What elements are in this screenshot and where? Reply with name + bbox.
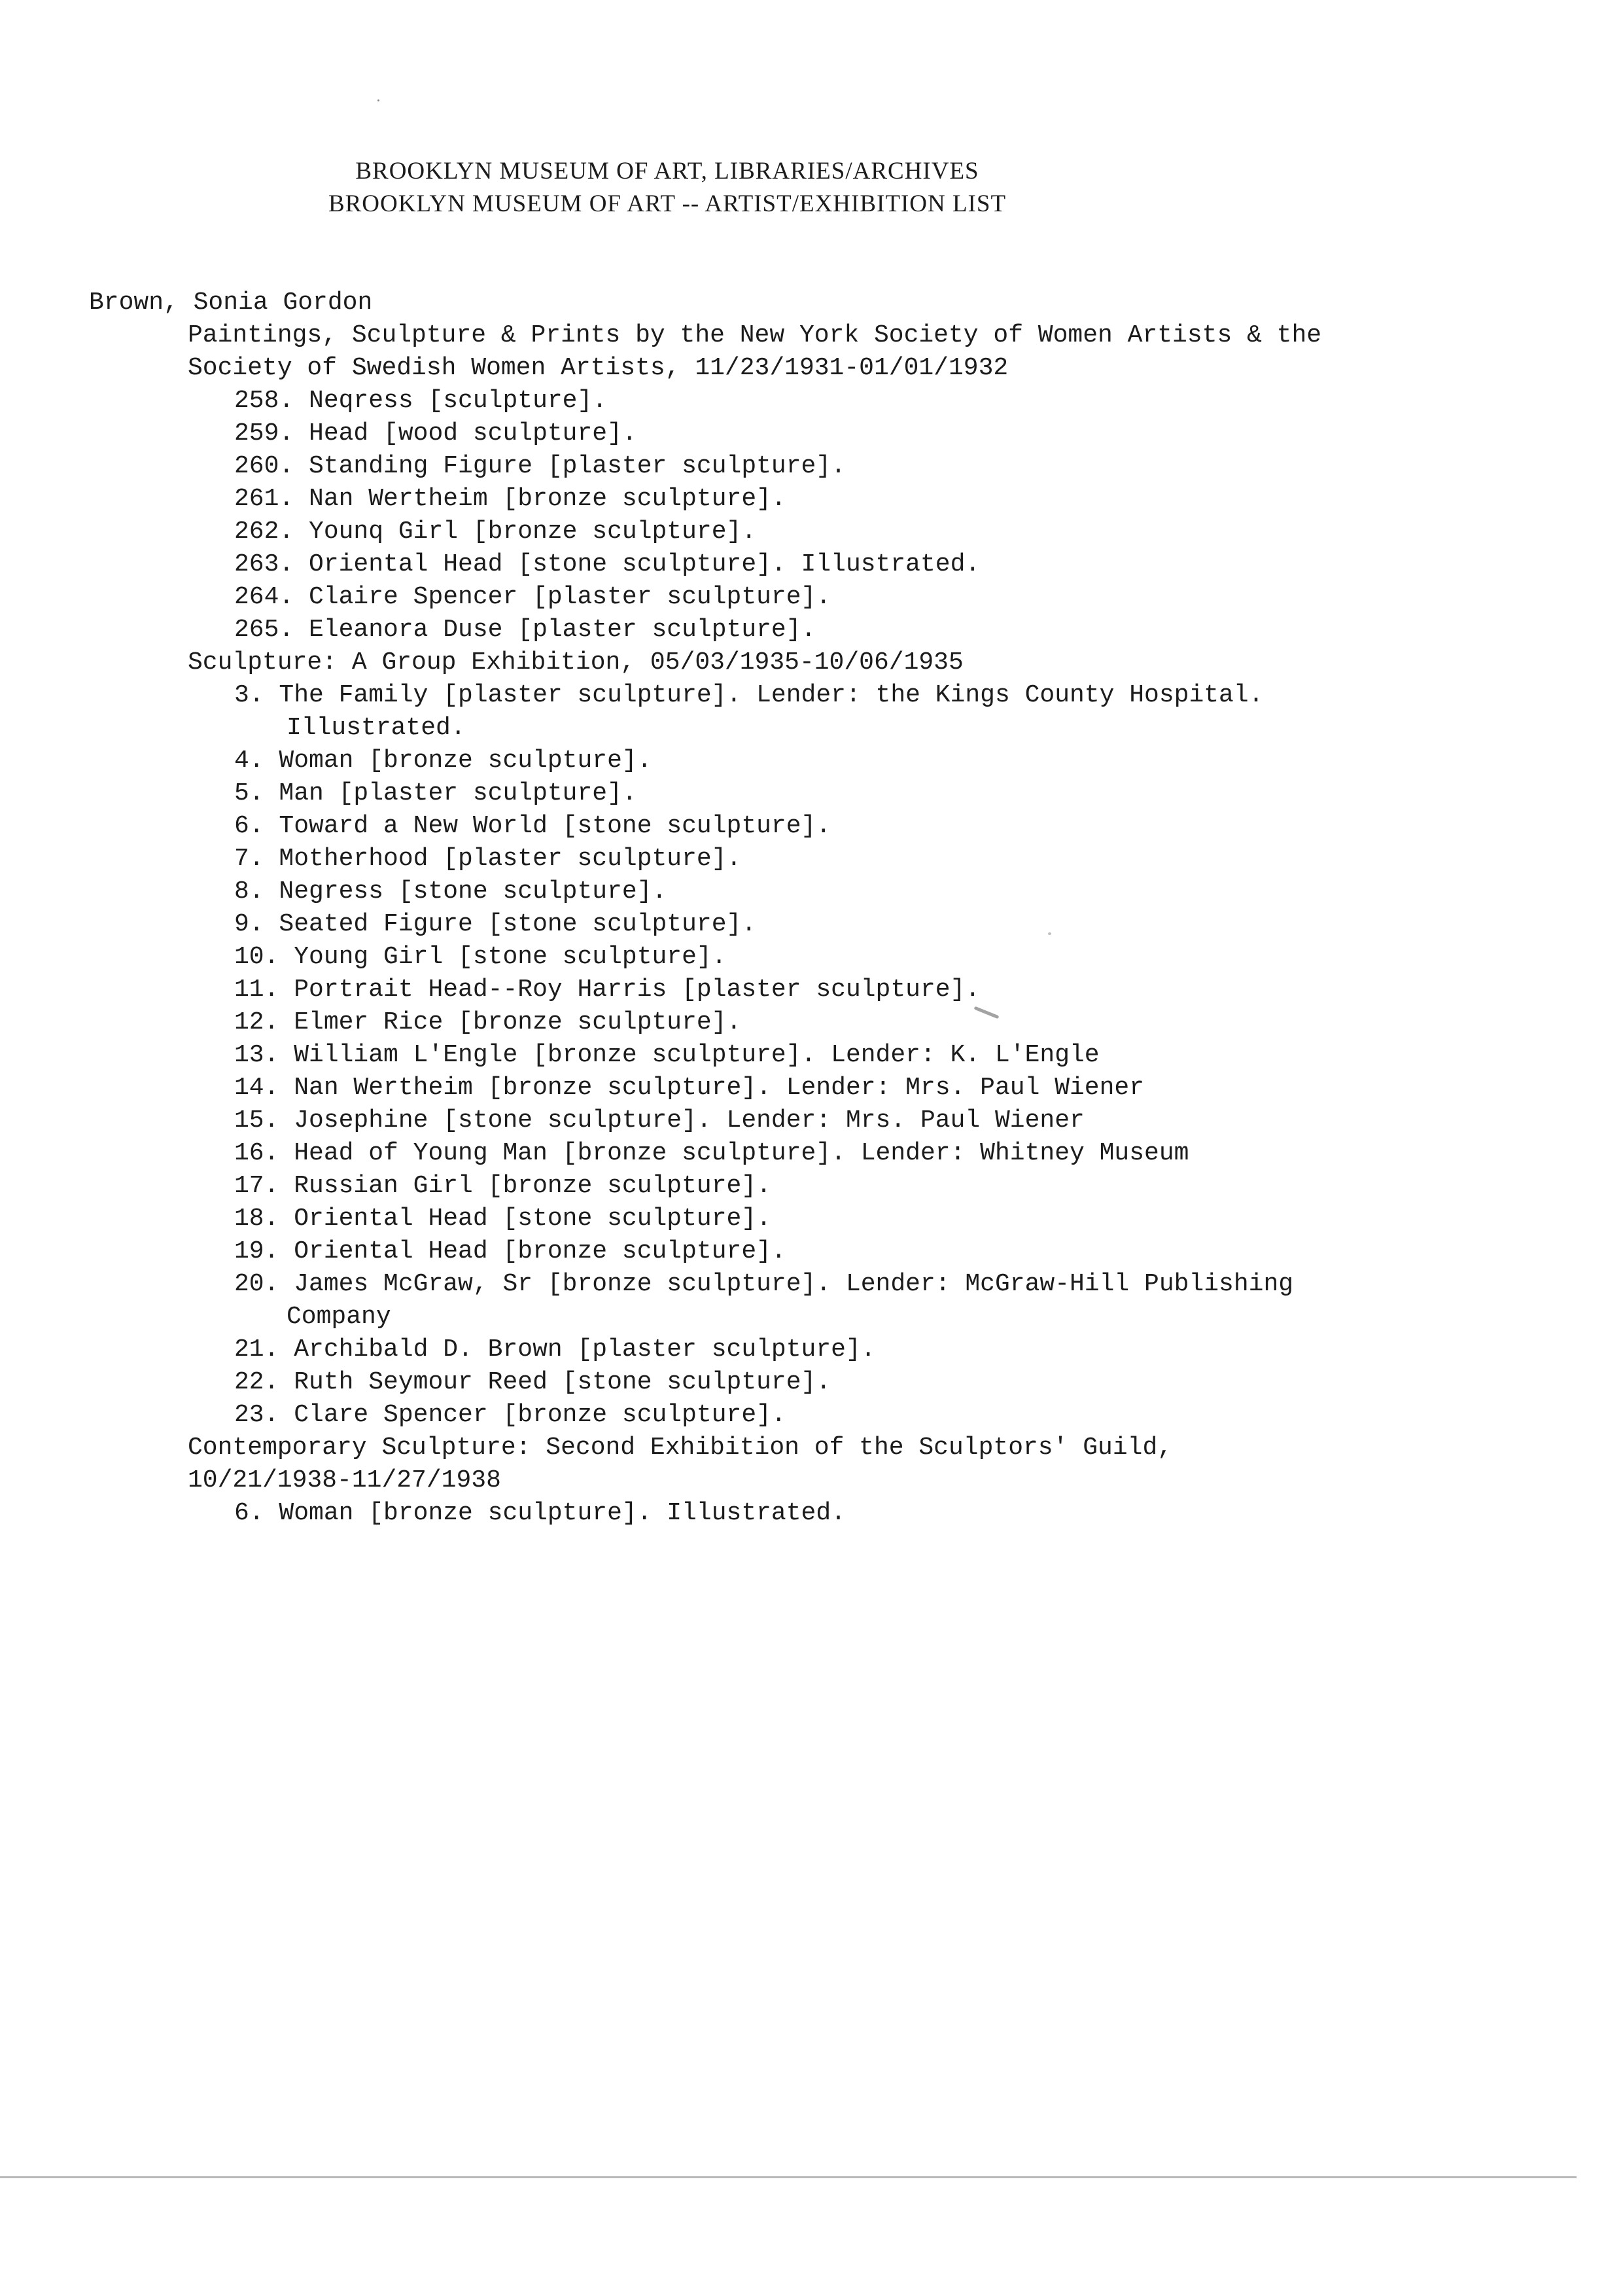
catalog-item: 263. Oriental Head [stone sculpture]. Illustrated. [234,550,981,578]
exhibition-entry [89,1432,1554,1530]
exhibition-title: 10/21/1938-11/27/1938 [188,1466,501,1494]
catalog-item: 13. William L'Engle [bronze sculpture]. Lender: K. L'Engle [234,1041,1100,1069]
catalog-item: 14. Nan Wertheim [bronze sculpture]. Lender: Mrs. Paul Wiener [234,1074,1145,1102]
catalog-item: 7. Motherhood [plaster sculpture]. [234,845,742,873]
exhibition-title: Society of Swedish Women Artists, 11/23/1931-01/01/1932 [188,354,1009,382]
artist-name: Brown, Sonia Gordon [89,289,373,317]
header-institution: BROOKLYN MUSEUM OF ART, LIBRARIES/ARCHIVES [355,158,979,185]
catalog-item: 22. Ruth Seymour Reed [stone sculpture]. [234,1368,831,1396]
catalog-item: 10. Young Girl [stone sculpture]. [234,943,727,971]
catalog-item: 19. Oriental Head [bronze sculpture]. [234,1237,786,1265]
catalog-item: 21. Archibald D. Brown [plaster sculpture]. [234,1335,876,1364]
catalog-item: 3. The Family [plaster sculpture]. Lender: the Kings County Hospital. [234,681,1264,709]
catalog-item: 17. Russian Girl [bronze sculpture]. [234,1172,771,1200]
catalog-item: 15. Josephine [stone sculpture]. Lender: Mrs. Paul Wiener [234,1106,1085,1135]
catalog-item: 258. Neqress [sculpture]. [234,387,608,415]
header-list-title: BROOKLYN MUSEUM OF ART -- ARTIST/EXHIBITION LIST [328,190,1007,217]
catalog-item: 9. Seated Figure [stone sculpture]. [234,910,757,938]
catalog-item: 4. Woman [bronze sculpture]. [234,747,652,775]
exhibition-entry [89,319,1554,646]
catalog-item: 20. James McGraw, Sr [bronze sculpture]. Lender: McGraw-Hill Publishing [234,1270,1294,1298]
exhibition-title: Paintings, Sculpture & Prints by the New York Society of Women Artists & the [188,321,1322,349]
catalog-item: 260. Standing Figure [plaster sculpture]. [234,452,846,480]
catalog-item: 265. Eleanora Duse [plaster sculpture]. [234,616,816,644]
scan-speck [1048,932,1051,935]
exhibition-entry [89,646,1554,1432]
exhibition-title: Sculpture: A Group Exhibition, 05/03/1935-10/06/1935 [188,648,964,677]
catalog-item: 259. Head [wood sculpture]. [234,419,637,448]
catalog-item: 11. Portrait Head--Roy Harris [plaster sculpture]. [234,976,981,1004]
catalog-item: 6. Toward a New World [stone sculpture]. [234,812,831,840]
scan-speck [377,99,379,101]
catalog-item: 18. Oriental Head [stone sculpture]. [234,1205,771,1233]
catalog-item-continuation: Illustrated. [287,714,466,742]
catalog-item: 8. Negress [stone sculpture]. [234,877,667,906]
page-bottom-rule [0,2176,1577,2178]
catalog-item: 6. Woman [bronze sculpture]. Illustrated. [234,1499,846,1527]
catalog-item: 16. Head of Young Man [bronze sculpture]. Lender: Whitney Museum [234,1139,1189,1167]
catalog-item: 261. Nan Wertheim [bronze sculpture]. [234,485,786,513]
catalog-item-continuation: Company [287,1303,391,1331]
catalog-item: 264. Claire Spencer [plaster sculpture]. [234,583,831,611]
catalog-item: 23. Clare Spencer [bronze sculpture]. [234,1401,786,1429]
catalog-item: 12. Elmer Rice [bronze sculpture]. [234,1008,742,1036]
catalog-item: 5. Man [plaster sculpture]. [234,779,637,807]
catalog-item: 262. Younq Girl [bronze sculpture]. [234,518,757,546]
artist-exhibition-list [89,287,1554,1530]
exhibition-title: Contemporary Sculpture: Second Exhibition of the Sculptors' Guild, [188,1434,1173,1462]
